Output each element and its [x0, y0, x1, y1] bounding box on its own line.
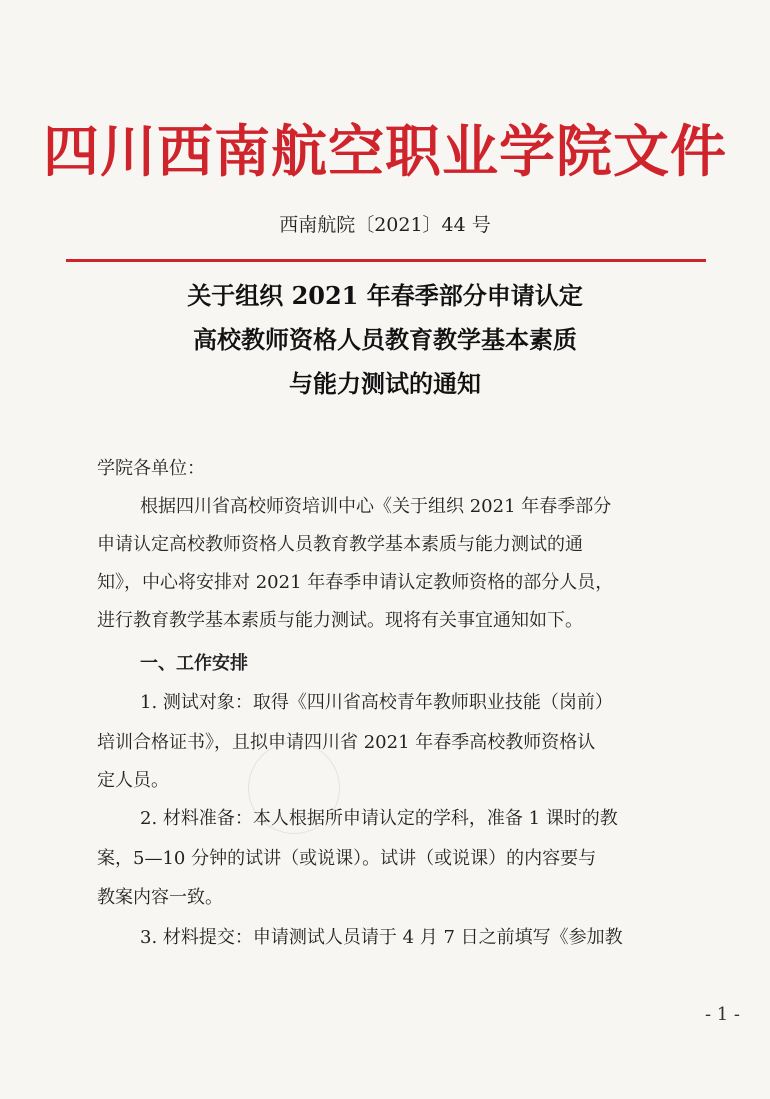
paragraph-1-line-4: 进行教育教学基本素质与能力测试。现将有关事宜通知如下。 — [97, 610, 583, 631]
item-2-line-1: 2. 材料准备：本人根据所申请认定的学科，准备 1 课时的教 — [140, 808, 618, 829]
section-heading-1: 一、工作安排 — [140, 653, 248, 674]
salutation: 学院各单位： — [97, 458, 205, 479]
item-3-line-1: 3. 材料提交：申请测试人员请于 4 月 7 日之前填写《参加教 — [140, 927, 623, 948]
page-number: - 1 - — [704, 1004, 740, 1025]
paragraph-1-line-2: 申请认定高校教师资格人员教育教学基本素质与能力测试的通 — [97, 534, 583, 555]
item-2-line-3: 教案内容一致。 — [97, 887, 223, 908]
item-1-line-1: 1. 测试对象：取得《四川省高校青年教师职业技能（岗前） — [140, 692, 613, 713]
notice-title-line-1: 关于组织 2021 年春季部分申请认定 — [187, 281, 583, 310]
red-divider-line — [66, 259, 706, 262]
item-1-line-2: 培训合格证书》，且拟申请四川省 2021 年春季高校教师资格认 — [97, 732, 596, 753]
notice-title-line-2: 高校教师资格人员教育教学基本素质 — [193, 325, 577, 354]
notice-title-line-3: 与能力测试的通知 — [289, 369, 481, 398]
document-header-title: 四川西南航空职业学院文件 — [43, 119, 727, 185]
paragraph-1-line-1: 根据四川省高校师资培训中心《关于组织 2021 年春季部分 — [140, 496, 612, 517]
document-number: 西南航院〔2021〕44 号 — [279, 214, 491, 236]
paragraph-1-line-3: 知》，中心将安排对 2021 年春季申请认定教师资格的部分人员， — [97, 572, 614, 593]
item-2-line-2: 案，5—10 分钟的试讲（或说课）。试讲（或说课）的内容要与 — [97, 848, 597, 869]
item-1-line-3: 定人员。 — [97, 770, 169, 791]
